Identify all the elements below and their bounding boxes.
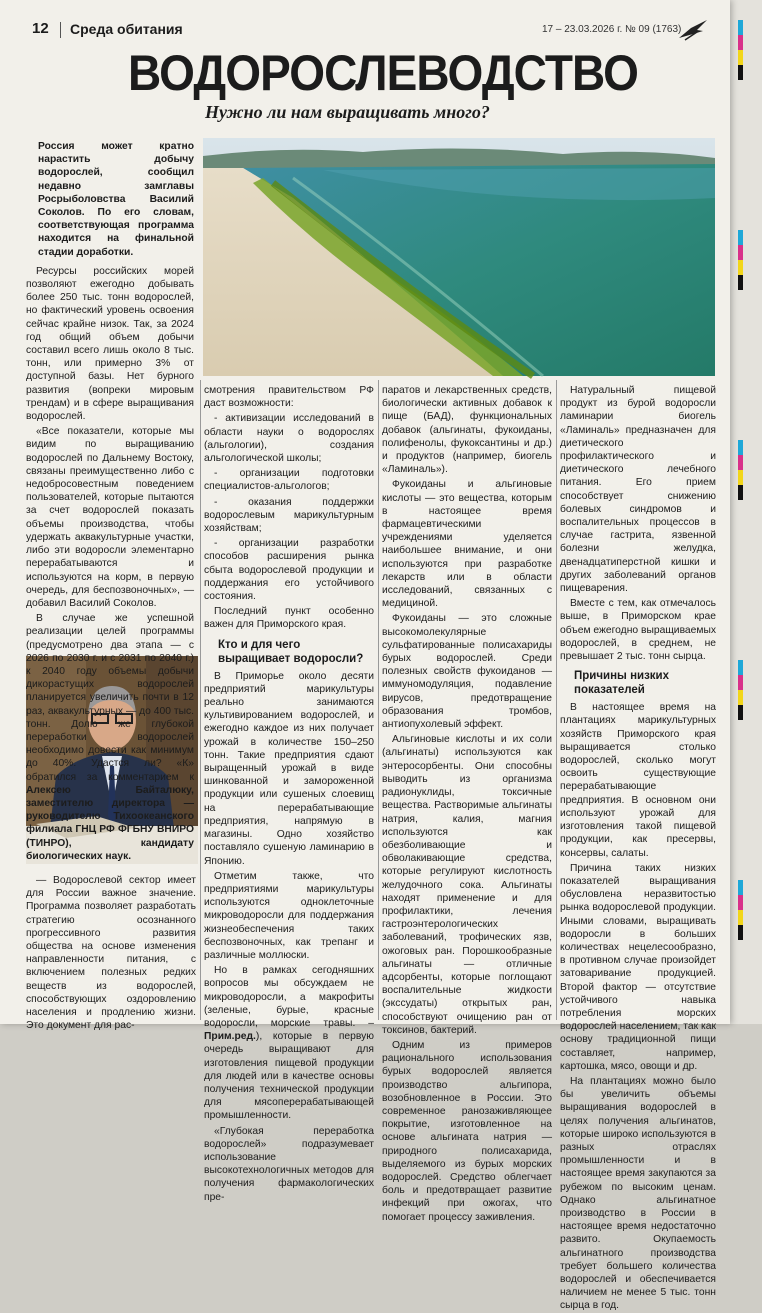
color-register-marks bbox=[738, 20, 743, 80]
paragraph: Вместе с тем, как отмечалось выше, в Приморском крае объем ежегодно выращиваемых водорослей, в среднем, не превышает 2 тыс. тонн сырца. bbox=[560, 598, 716, 663]
article-column-4 bbox=[560, 384, 716, 1312]
paragraph bbox=[204, 964, 374, 1122]
paragraph: Одним из примеров рационального использования бурых водорослей является производство альгипора, возобновленное в России. Это современное ранозаживляющее покрытие, изготовленное на основе альгината натрия — природного полисахарида, выделяемого из бурых морских водорослей. Средство облегчает боль и предотвращает развитие инфекций при ожогах, что помогает процессу заживления. bbox=[382, 1039, 552, 1223]
list-item: - оказания поддержки водорослевым марикультурным хозяйствам; bbox=[204, 496, 374, 535]
article-subtitle: Нужно ли нам выращивать много? bbox=[205, 102, 490, 122]
algae-beach-photo bbox=[203, 138, 715, 376]
paragraph: Натуральный пищевой продукт из бурой водоросли ламинарии биогель «Ламиналь» предназначен для диетического профилактического и диетического лечебного питания. Его прием способствует снижению болевых синдромов и воспалительных процессов в случае гастрита, язвенной болезни желудка, двенадцатиперстной кишки и других заболеваний органов пищеварения. bbox=[560, 385, 716, 595]
paragraph: «Глубокая переработка водорослей» подразумевает использование высокотехнологичных методов для получения фармакологических пре- bbox=[204, 1125, 374, 1203]
paragraph: В настоящее время на плантациях марикультурных хозяйств Приморского края выращивается столько водорослей, сколько могут освоить существующие перерабатывающие предприятия. В основном они используют урожай для изготовления такой пищевой продукции, как пресервы, консервы, салаты. bbox=[560, 702, 716, 859]
paragraph: паратов и лекарственных средств, биологически активных добавок к пище (БАД), функциональных добавок (альгинаты, фукоиданы, полифенолы, фукоксантины и др.) и продуктов (например, биогель «Ламиналь»). bbox=[382, 385, 552, 476]
expert-intro: Алексею Байталюку, заместителю директора — руководителю Тихоокеанского филиала ГНЦ РФ ФГБНУ ВНИРО (ТИНРО), кандидату биологических наук. bbox=[26, 784, 194, 862]
subheading: Кто и для чего выращивает водоросли? bbox=[218, 638, 364, 665]
paragraph: смотрения правительством РФ даст возможности: bbox=[204, 385, 374, 410]
paragraph: Фукоиданы и альгиновые кислоты — это вещества, которым в настоящее время фармацевтическими учреждениями уделяется наибольшее внимание, и они используются при разработке лекарств или в области исследований, связанных с медициной. bbox=[382, 479, 552, 610]
issue-info: 17 – 23.03.2026 г. № 09 (1763) bbox=[542, 24, 682, 35]
header-divider bbox=[60, 22, 61, 38]
lead-paragraph: Россия может кратно нарастить добычу водорослей, сообщил недавно замглавы Росрыболовства Василий Соколов. По его словам, соответствующая программа находится на финальной стадии доработки. bbox=[38, 141, 194, 258]
column-rule bbox=[200, 380, 201, 1020]
paragraph: Ресурсы российских морей позволяют ежегодно добывать более 250 тыс. тонн водорослей, но фактический уровень освоения сейчас крайне низок. Так, за 2024 год общий объем добычи составил всего лишь около 8 тыс. тонн, или примерно 3% от доступной базы. Нет бурного развития (вопреки мировым трендам) и в сфере выращивания водорослей. bbox=[26, 265, 194, 423]
column-rule bbox=[556, 380, 557, 1020]
adjacent-page-edge bbox=[730, 0, 762, 1024]
list-item: - организации разработки способов расширения рынка сбыта водорослевой продукции и поддержания его устойчивого состояния. bbox=[204, 538, 374, 603]
list-item: - организации подготовки специалистов-альгологов; bbox=[204, 468, 374, 493]
article-title: ВОДОРОСЛЕВОДСТВО bbox=[128, 45, 639, 101]
page-header bbox=[22, 18, 712, 40]
section-title: Среда обитания bbox=[70, 21, 183, 37]
paragraph: На плантациях можно было бы увеличить объемы выращивания водорослей в целях получения альгинатов, которые широко используются в разных отраслях промышленности и в настоящее время закупаются за рубежом по высоким ценам. Однако альгинатное производство в России в настоящее время недостаточно развито. Окупаемость альгинатного производства требует большего количества водорослей и обеспечивается наличием не менее 5 тыс. тонн сырца в год. bbox=[560, 1075, 716, 1312]
bird-logo-icon bbox=[677, 18, 709, 42]
article-column-3 bbox=[382, 384, 552, 1223]
paragraph: — Водорослевой сектор имеет для России важное значение. Программа позволяет разработать стратегию осознанного прогрессивного развития общества на основе изменения направленности питания, с включением полезных редких веществ из водорослей, способствующих оздоровлению населения и продлению жизни. Это документ для рас- bbox=[26, 875, 196, 1032]
article-column-1 bbox=[26, 140, 194, 862]
paragraph bbox=[26, 612, 194, 863]
page-number: 12 bbox=[32, 20, 49, 37]
paragraph-text: В случае же успешной реализации целей программы (предусмотрено два этапа — с 2026 по 2030 г. и с 2031 по 2040 г.) к 2040 году объемы добычи дикорастущих водорослей планируется увеличить почти в 12 раз, аквакультурных — до 400 тыс. тонн. Долю же глубокой переработки водорослей необходимо довести как минимум до 40%. Удастся ли? «К» обратился за комментарием к bbox=[26, 613, 194, 783]
paragraph-text: Но в рамках сегодняшних вопросов мы обсуждаем не микроводоросли, а макрофиты (зеленые, бурые, красные водоросли, морские травы. – bbox=[204, 965, 374, 1029]
paragraph: Последний пункт особенно важен для Приморского края. bbox=[204, 606, 374, 631]
color-register-marks bbox=[738, 880, 743, 940]
column-rule bbox=[378, 380, 379, 1020]
paragraph: Фукоиданы — это сложные высокомолекулярные сульфатированные полисахариды бурых водорослей. Среди полезных свойств фукоиданов — иммуномодуляция, подавление вирусов, предотвращение образования тромбов, антиопухолевый эффект. bbox=[382, 613, 552, 731]
article-column-1-bottom bbox=[26, 874, 196, 1032]
subheading: Причины низких показателей bbox=[574, 670, 670, 697]
paragraph-text: ), которые в первую очередь выращивают для изготовления пищевой продукции для людей или в качестве основы получения технической продукции для мясоперерабатывающей промышленности. bbox=[204, 1031, 374, 1122]
paragraph: Причина таких низких показателей выращивания обусловлена неразвитостью рынка водорослевой продукции. Иными словами, выращивать водоросли в больших количествах нецелесообразно, в противном случае произойдет затоваривание продукцией. Второй фактор — отсутствие устойчивого навыка потребления морских водорослей населением, так как основу традиционной пищи составляет, например, картошка, мясо, овощи и др. bbox=[560, 862, 716, 1072]
paragraph: Альгиновые кислоты и их соли (альгинаты) используются как энтеросорбенты. Они способны выводить из организма радионуклиды, токсичные вещества. Растворимые альгинаты натрия, калия, магния используются как обезболивающие и обволакивающие средства, которые регулируют кислотность желудочного сока. Альгинаты находят применение и для профилактики, лечения гастроэнтерологических заболеваний, трофических язв, ожоговых ран. Порошкообразные альгинаты — отличные адсорбенты, которые поглощают воспалительные жидкости (экссудаты) открытых ран, способствуют очищению ран от токсинов, бактерий. bbox=[382, 734, 552, 1036]
paragraph: Отметим также, что предприятиями марикультуры используются одноклеточные микроводоросли для поддержания жизнеобеспечения таких беспозвоночных, как трепанг и различные моллюски. bbox=[204, 870, 374, 961]
color-register-marks bbox=[738, 230, 743, 290]
article-column-2 bbox=[204, 384, 374, 1203]
paragraph: В Приморье около десяти предприятий марикультуры реально занимаются культивированием водорослей, и ежегодно каждое из них получает урожай в количестве 150–250 тонн. Такие предприятия сдают выращенный урожай в виде шинкованной и замороженной продукции или сушеных слоевищ на перерабатывающие предприятия, напрямую в магазины. Одно хозяйство поставляло сушеную ламинарию в Японию. bbox=[204, 670, 374, 867]
paragraph: «Все показатели, которые мы видим по выращиванию водорослей по Дальнему Востоку, связаны преимущественно либо с недобросовестным поведением пользователей, которые пытаются за счет водорослей показать объемы производства, чтобы удержать аквакультурные участки, либо эти водоросли элементарно перерабатываются и используются на корм, в первую очередь, для беспозвоночных», — добавил Василий Соколов. bbox=[26, 426, 194, 609]
list-item: - активизации исследований в области науки о водорослях (альгологии), создания альгологической школы; bbox=[204, 413, 374, 465]
color-register-marks bbox=[738, 440, 743, 500]
color-register-marks bbox=[738, 660, 743, 720]
editor-note: Прим.ред. bbox=[204, 1031, 256, 1043]
